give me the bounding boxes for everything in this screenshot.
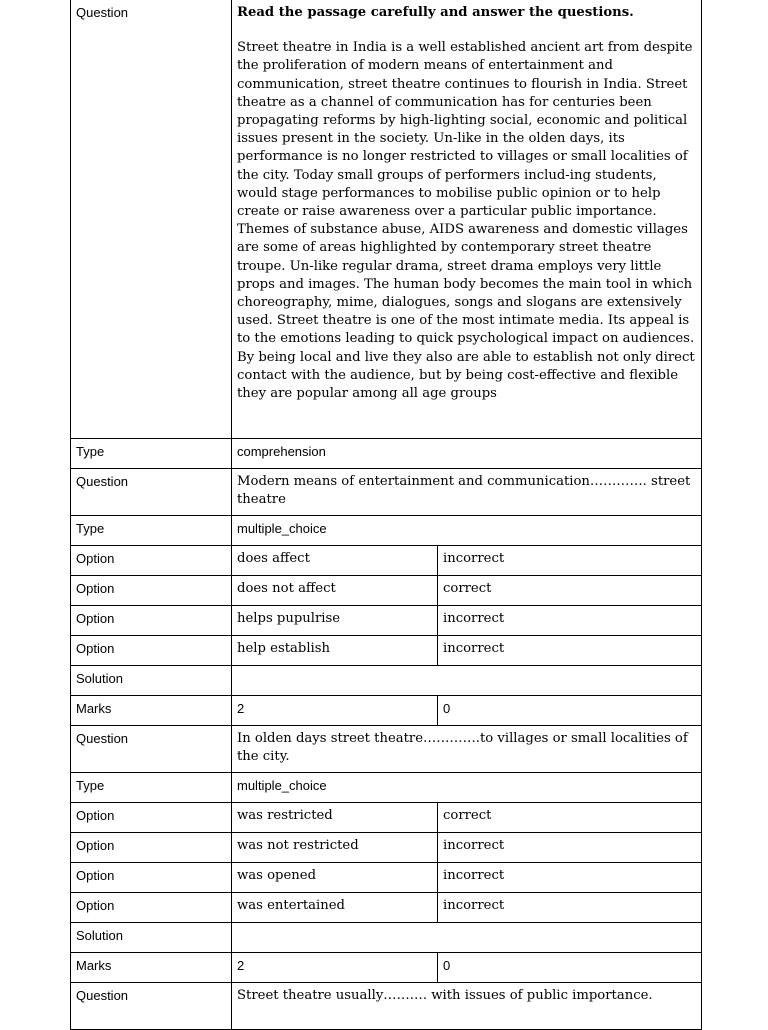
option-row (71, 863, 702, 893)
marks-value: 2 (232, 696, 438, 726)
table-row (71, 953, 702, 983)
option-row (71, 606, 702, 636)
option-status: incorrect (438, 606, 702, 636)
row-label: Option (71, 803, 232, 833)
option-text: was entertained (232, 893, 438, 923)
option-text: was restricted (232, 803, 438, 833)
question-text: Street theatre usually………. with issues of public importance. (232, 983, 702, 1030)
option-row (71, 636, 702, 666)
row-label: Question (71, 983, 232, 1030)
table-row (71, 666, 702, 696)
option-status: incorrect (438, 893, 702, 923)
row-label: Solution (71, 923, 232, 953)
row-label: Solution (71, 666, 232, 696)
table-row (71, 726, 702, 773)
row-label: Option (71, 893, 232, 923)
option-status: correct (438, 576, 702, 606)
row-label: Option (71, 606, 232, 636)
option-text: was not restricted (232, 833, 438, 863)
question-text: Modern means of entertainment and communication…………. street theatre (232, 469, 702, 516)
passage-text: Street theatre in India is a well established ancient art from despite the proliferation of modern means of entertainment and communication, street theatre continues to flourish in India. Street theatre as a channel of communication has for centuries been propagating reforms by high-lighting social, economic and political issues present in the society. Un-like in the olden days, its performance is no longer restricted to villages or small localities of the city. Today small groups of performers includ-ing students, would stage performances to mobilise public opinion or to help create or raise awareness over a particular public importance. Themes of substance abuse, AIDS awareness and domestic villages are some of areas highlighted by contemporary street theatre troupe. Un-like regular drama, street drama employs very little props and images. The human body becomes the main tool in which choreography, mime, dialogues, songs and slogans are extensively used. Street theatre is one of the most intimate media. Its appeal is to the emotions leading to quick psychological impact on audiences. By being local and live they also are able to establish not only direct contact with the audience, but by being cost-effective and flexible they are popular among all age groups (237, 40, 695, 402)
row-label: Type (71, 773, 232, 803)
row-label: Option (71, 546, 232, 576)
row-label: Marks (71, 696, 232, 726)
option-text: does not affect (232, 576, 438, 606)
row-label: Marks (71, 953, 232, 983)
row-label: Option (71, 833, 232, 863)
row-label: Question (71, 0, 232, 439)
marks-value: 2 (232, 953, 438, 983)
row-label: Option (71, 636, 232, 666)
option-status: correct (438, 803, 702, 833)
option-text: was opened (232, 863, 438, 893)
option-text: helps pupulrise (232, 606, 438, 636)
row-label: Option (71, 576, 232, 606)
table-row (71, 469, 702, 516)
table-row (71, 923, 702, 953)
type-value: multiple_choice (232, 773, 702, 803)
option-row (71, 546, 702, 576)
passage-heading: Read the passage carefully and answer the questions. (237, 5, 634, 20)
passage-cell (232, 0, 702, 439)
solution-value (232, 666, 702, 696)
option-row (71, 803, 702, 833)
type-value: multiple_choice (232, 516, 702, 546)
table-row (71, 983, 702, 1030)
table-row (71, 0, 702, 439)
question-text: In olden days street theatre………….to villages or small localities of the city. (232, 726, 702, 773)
option-text: does affect (232, 546, 438, 576)
option-row (71, 833, 702, 863)
option-row (71, 893, 702, 923)
table-row (71, 696, 702, 726)
solution-value (232, 923, 702, 953)
option-row (71, 576, 702, 606)
row-label: Question (71, 726, 232, 773)
type-value: comprehension (232, 439, 702, 469)
option-text: help establish (232, 636, 438, 666)
option-status: incorrect (438, 636, 702, 666)
negative-marks-value: 0 (438, 953, 702, 983)
option-status: incorrect (438, 863, 702, 893)
table-row (71, 439, 702, 469)
row-label: Type (71, 439, 232, 469)
row-label: Type (71, 516, 232, 546)
option-status: incorrect (438, 833, 702, 863)
row-label: Option (71, 863, 232, 893)
negative-marks-value: 0 (438, 696, 702, 726)
row-label: Question (71, 469, 232, 516)
table-row (71, 516, 702, 546)
option-status: incorrect (438, 546, 702, 576)
table-row (71, 773, 702, 803)
question-table (70, 0, 702, 1030)
